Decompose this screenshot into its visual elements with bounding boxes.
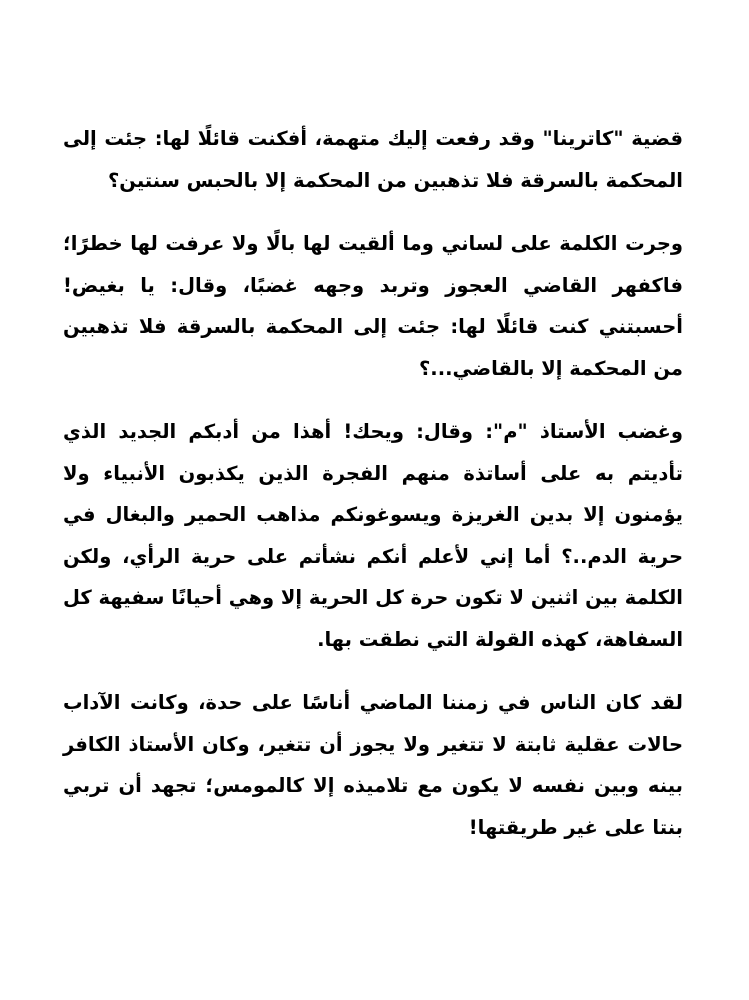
document-page (63, 118, 683, 870)
paragraph-3: وغضب الأستاذ "م": وقال: ويحك! أهذا من أدبكم الجديد الذي تأديتم به على أساتذة منهم الفجرة الذين يكذبون الأنبياء ولا يؤمنون إلا بدين الغريزة ويسوغونكم مذاهب الحمير والبغال في حرية الدم..؟ أما إني لأعلم أنكم نشأتم على حرية الرأي، ولكن الكلمة بين اثنين لا تكون حرة كل الحرية إلا وهي أحيانًا سفيهة كل السفاهة، كهذه القولة التي نطقت بها. (63, 420, 683, 651)
paragraph-4: لقد كان الناس في زمننا الماضي أناسًا على حدة، وكانت الآداب حالات عقلية ثابتة لا تتغير ولا يجوز أن تتغير، وكان الأستاذ الكافر بينه وبين نفسه لا يكون مع تلاميذه إلا كالمومس؛ تجهد أن تربي بنتا على غير طريقتها! (63, 691, 683, 839)
paragraph-1: قضية "كاترينا" وقد رفعت إليك متهمة، أفكنت قائلًا لها: جئت إلى المحكمة بالسرقة فلا تذهبين من المحكمة إلا بالحبس سنتين؟ (63, 127, 683, 192)
paragraph-2: وجرت الكلمة على لساني وما ألقيت لها بالًا ولا عرفت لها خطرًا؛ فاكفهر القاضي العجوز وتربد وجهه غضبًا، وقال: يا بغيض! أحسبتني كنت قائلًا لها: جئت إلى المحكمة بالسرقة فلا تذهبين من المحكمة إلا بالقاضي...؟ (63, 232, 683, 380)
